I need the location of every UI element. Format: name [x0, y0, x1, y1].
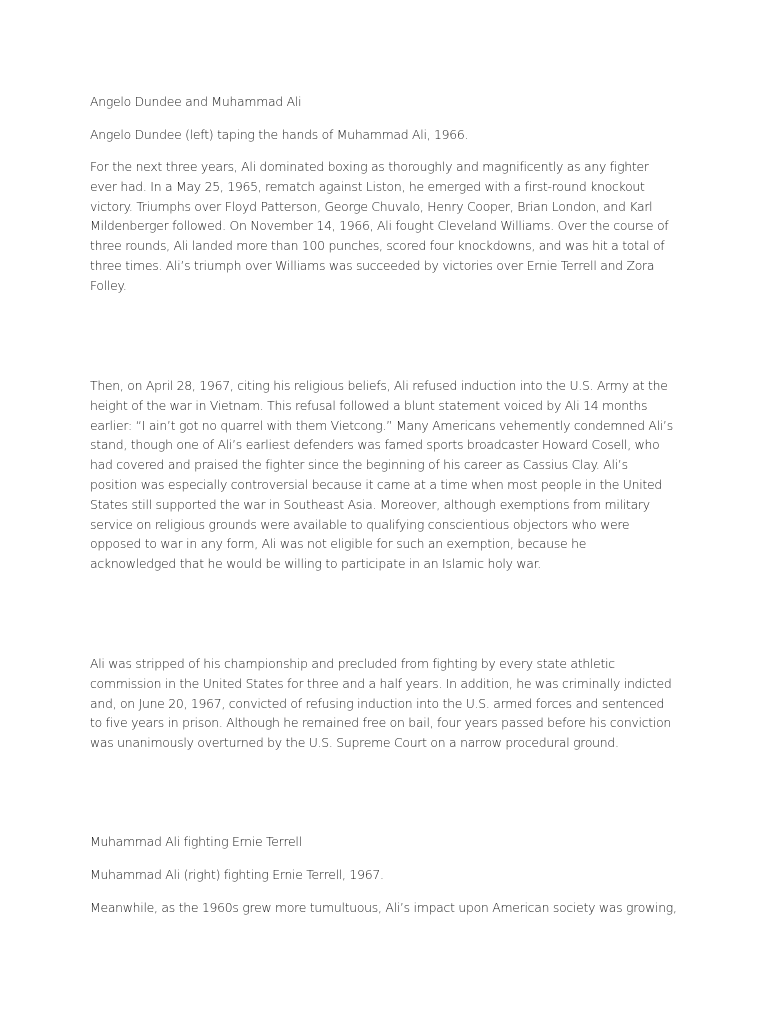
paragraph-line: Folley.: [90, 277, 127, 293]
paragraph-line: three rounds, Ali landed more than 100 punches, scored four knockdowns, and was hit a total of: [90, 238, 665, 254]
caption-text-dundee-ali: Angelo Dundee (left) taping the hands of Muhammad Ali, 1966.: [90, 127, 469, 142]
paragraph-line: Then, on April 28, 1967, citing his religious beliefs, Ali refused induction into the U.S. Army at the: [90, 378, 668, 393]
caption-text-ali-terrell: Muhammad Ali (right) fighting Ernie Terrell, 1967.: [90, 867, 384, 882]
paragraph-dominance: [90, 157, 710, 296]
paragraph-line: acknowledged that he would be willing to participate in an Islamic holy war.: [90, 556, 541, 572]
paragraph-line: Ali was stripped of his championship and precluded from fighting by every state athletic: [90, 656, 615, 671]
paragraph-line: For the next three years, Ali dominated boxing as thoroughly and magnificently as any fighter: [90, 159, 649, 174]
paragraph-line: was unanimously overturned by the U.S. Supreme Court on a narrow procedural ground.: [90, 735, 619, 751]
paragraph-line: position was especially controversial because it came at a time when most people in the United: [90, 476, 662, 492]
paragraph-line: and, on June 20, 1967, convicted of refusing induction into the U.S. armed forces and sentenced: [90, 695, 665, 711]
caption-title-dundee-ali: Angelo Dundee and Muhammad Ali: [90, 94, 302, 109]
paragraph-line: to five years in prison. Although he remained free on bail, four years passed before his conviction: [90, 715, 671, 731]
paragraph-line: height of the war in Vietnam. This refusal followed a blunt statement voiced by Ali 14 months: [90, 397, 648, 413]
paragraph-line: three times. Ali’s triumph over Williams was succeeded by victories over Ernie Terrell and Zora: [90, 257, 655, 273]
paragraph-line: victory. Triumphs over Floyd Patterson, George Chuvalo, Henry Cooper, Brian London, and Karl: [90, 198, 653, 214]
paragraph-line: commission in the United States for three and a half years. In addition, he was criminally indicted: [90, 675, 672, 691]
paragraph-stripped-title: [90, 654, 710, 753]
paragraph-line: Meanwhile, as the 1960s grew more tumultuous, Ali’s impact upon American society was growing,: [90, 900, 677, 915]
paragraph-line: ever had. In a May 25, 1965, rematch against Liston, he emerged with a first-round knockout: [90, 178, 645, 194]
paragraph-line: stand, though one of Ali’s earliest defenders was famed sports broadcaster Howard Cosell, who: [90, 437, 660, 453]
paragraph-line: service on religious grounds were available to qualifying conscientious objectors who were: [90, 516, 630, 532]
paragraph-line: States still supported the war in Southeast Asia. Moreover, although exemptions from military: [90, 496, 650, 512]
paragraph-line: had covered and praised the fighter since the beginning of his career as Cassius Clay. Ali’s: [90, 457, 628, 473]
paragraph-line: opposed to war in any form, Ali was not eligible for such an exemption, because he: [90, 536, 587, 552]
paragraph-line: Mildenberger followed. On November 14, 1966, Ali fought Cleveland Williams. Over the course of: [90, 218, 669, 234]
paragraph-line: earlier: “I ain’t got no quarrel with them Vietcong.” Many Americans vehemently condemned Ali’s: [90, 417, 673, 433]
paragraph-induction-refusal: [90, 376, 710, 574]
paragraph-societal-impact: [90, 898, 710, 918]
caption-title-ali-terrell: Muhammad Ali fighting Ernie Terrell: [90, 834, 302, 849]
